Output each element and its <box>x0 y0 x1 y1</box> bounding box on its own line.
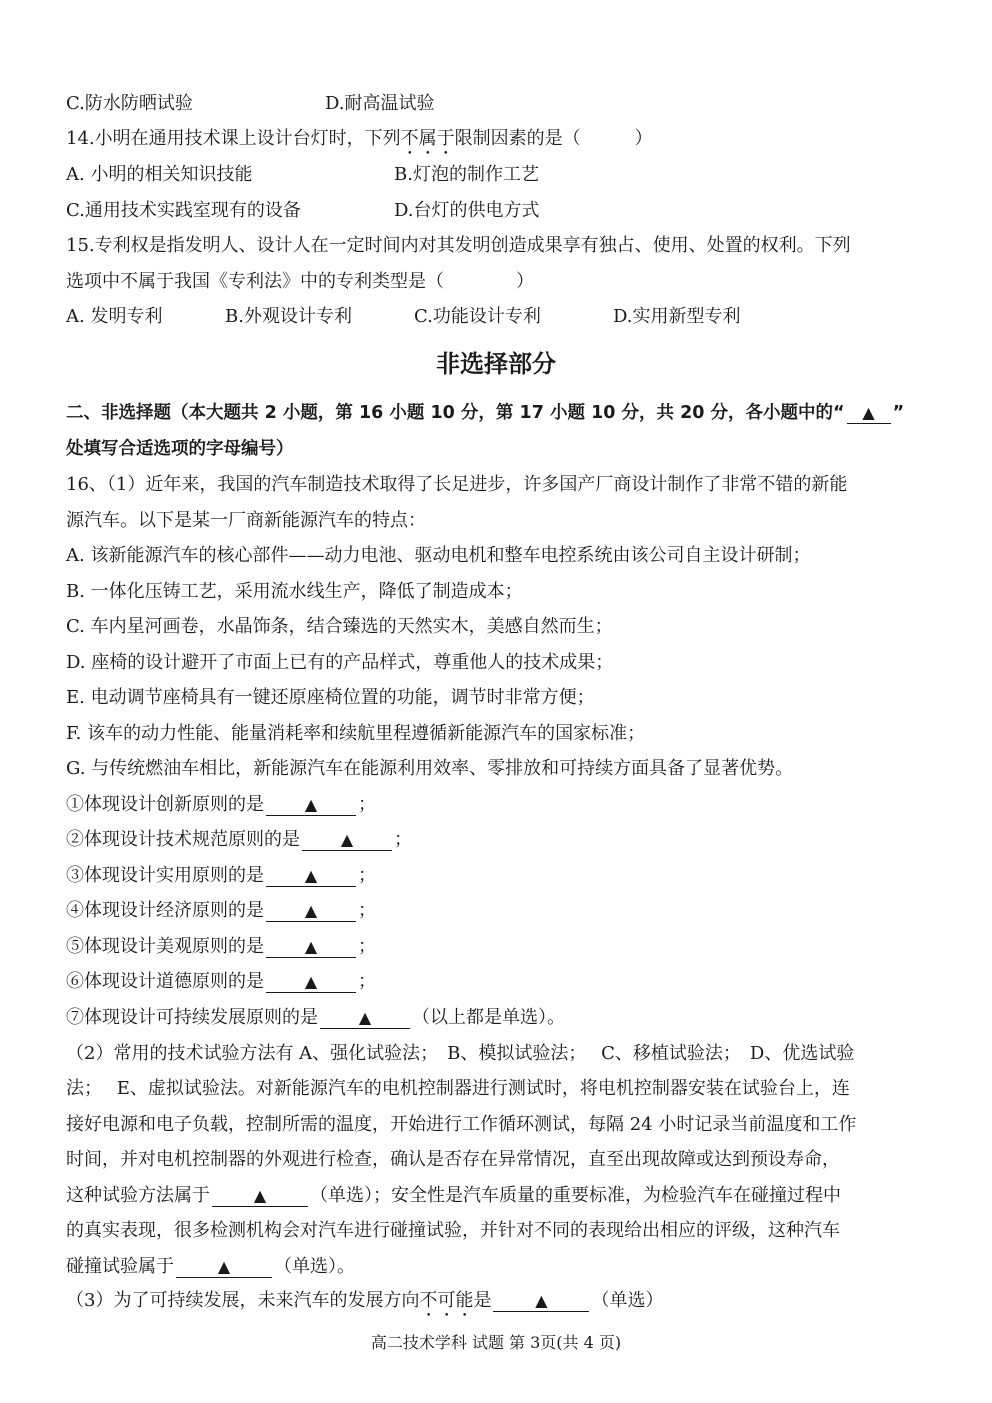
q15-stem-line1: 15.专利权是指发明人、设计人在一定时间内对其发明创造成果享有独占、使用、处置的权利。下列 <box>66 235 851 256</box>
answer-blank[interactable] <box>176 1257 272 1278</box>
blank-marker-icon: ▲ <box>304 795 318 814</box>
q14-option-d: D.台灯的供电方式 <box>394 200 540 221</box>
q16-part2-line1: （2）常用的技术试验方法有 A、强化试验法； B、模拟试验法； C、移植试验法； D、优选试验 <box>66 1043 855 1064</box>
part3-pre: （3）为了可持续发展，未来汽车的发展方向 <box>66 1290 420 1311</box>
part2-heading-text: 二、非选择题（本大题共 2 小题，第 16 小题 10 分，第 17 小题 10 分，共 20 分，各小题中的“ <box>66 403 845 423</box>
q16-feature-g: G. 与传统燃油车相比，新能源汽车在能源利用效率、零排放和可持续方面具备了显著优势。 <box>66 758 794 779</box>
q16-part2-line7 <box>66 1252 355 1278</box>
principle-end: ； <box>394 829 412 850</box>
answer-blank[interactable] <box>266 866 356 887</box>
section-title: 非选择部分 <box>436 350 556 378</box>
part2-heading-line2: 处填写合适选项的字母编号） <box>66 439 294 459</box>
answer-blank[interactable] <box>266 901 356 922</box>
blank-marker-icon: ▲ <box>253 1186 267 1205</box>
part2-line5-post: （单选）；安全性是汽车质量的重要标准，为检验汽车在碰撞过程中 <box>310 1185 841 1206</box>
q14-option-b: B.灯泡的制作工艺 <box>394 164 539 185</box>
q16-feature-a: A. 该新能源汽车的核心部件——动力电池、驱动电机和整车电控系统由该公司自主设计研制； <box>66 545 811 566</box>
answer-blank[interactable] <box>302 830 392 851</box>
principle-end: ； <box>358 900 376 921</box>
q14-stem <box>66 124 653 159</box>
blank-marker-icon: ▲ <box>304 866 318 885</box>
part2-line7-pre: 碰撞试验属于 <box>66 1256 174 1277</box>
q16-part2-line5 <box>66 1181 841 1207</box>
q15-option-a: A. 发明专利 <box>66 306 163 327</box>
q16-principle-3 <box>66 861 376 887</box>
blank-marker-icon: ▲ <box>340 830 354 849</box>
part3-post: （单选） <box>591 1290 664 1311</box>
blank-marker-icon: ▲ <box>304 937 318 956</box>
principle-label: ⑤体现设计美观原则的是 <box>66 936 264 957</box>
page-footer: 高二技术学科 试题 第 3页(共 4 页) <box>370 1333 622 1352</box>
answer-blank[interactable] <box>266 972 356 993</box>
q16-principle-2 <box>66 825 412 851</box>
principle-label: ⑦体现设计可持续发展原则的是 <box>66 1007 318 1028</box>
principle-end: （以上都是单选）。 <box>412 1007 565 1028</box>
q14-option-c: C.通用技术实践室现有的设备 <box>66 200 301 221</box>
q14-stem-post: 限制因素的是（ ） <box>454 128 653 149</box>
q16-intro-line1: 16、（1）近年来，我国的汽车制造技术取得了长足进步，许多国产厂商设计制作了非常不错的新能 <box>66 474 848 495</box>
principle-end: ； <box>358 936 376 957</box>
q13-option-c: C.防水防晒试验 <box>66 93 193 114</box>
blank-marker-icon: ▲ <box>304 901 318 920</box>
principle-end: ； <box>358 971 376 992</box>
q16-feature-c: C. 车内星河画卷，水晶饰条，结合臻选的天然实木，美感自然而生； <box>66 616 613 637</box>
q16-principle-1 <box>66 790 376 816</box>
q16-part2-line4: 时间，并对电机控制器的外观进行检查，确认是否存在异常情况，直至出现故障或达到预设寿命， <box>66 1149 840 1170</box>
q15-option-c: C.功能设计专利 <box>414 306 541 327</box>
q16-feature-e: E. 电动调节座椅具有一键还原座椅位置的功能，调节时非常方便； <box>66 687 595 708</box>
part2-heading-quote-end: ” <box>892 403 905 423</box>
q15-stem-line2: 选项中不属于我国《专利法》中的专利类型是（ ） <box>66 271 534 292</box>
principle-end: ； <box>358 865 376 886</box>
q16-part2-line2: 法； E、虚拟试验法。对新能源汽车的电机控制器进行测试时，将电机控制器安装在试验台上，连 <box>66 1078 850 1099</box>
blank-marker-icon: ▲ <box>217 1257 231 1276</box>
heading-blank <box>847 403 891 424</box>
answer-blank[interactable] <box>266 937 356 958</box>
principle-end: ； <box>358 794 376 815</box>
q14-stem-emphasis: 不属于 <box>400 128 455 149</box>
q14-stem-pre: 14.小明在通用技术课上设计台灯时，下列 <box>66 128 401 149</box>
part2-line5-pre: 这种试验方法属于 <box>66 1185 210 1206</box>
q16-feature-f: F. 该车的动力性能、能量消耗率和续航里程遵循新能源汽车的国家标准； <box>66 723 646 744</box>
part3-mid: 是 <box>473 1290 492 1311</box>
part2-line7-post: （单选）。 <box>274 1256 355 1277</box>
principle-label: ④体现设计经济原则的是 <box>66 900 264 921</box>
principle-label: ③体现设计实用原则的是 <box>66 865 264 886</box>
q16-principle-6 <box>66 967 376 993</box>
blank-marker-icon: ▲ <box>304 972 318 991</box>
principle-label: ②体现设计技术规范原则的是 <box>66 829 300 850</box>
q16-part2-line3: 接好电源和电子负载，控制所需的温度，开始进行工作循环测试，每隔 24 小时记录当前温度和工作 <box>66 1114 857 1135</box>
blank-marker-icon: ▲ <box>862 403 875 422</box>
q16-principle-5 <box>66 932 376 958</box>
principle-label: ①体现设计创新原则的是 <box>66 794 264 815</box>
answer-blank[interactable] <box>266 795 356 816</box>
answer-blank[interactable] <box>320 1008 410 1029</box>
q15-option-b: B.外观设计专利 <box>225 306 352 327</box>
answer-blank[interactable] <box>493 1291 589 1312</box>
part2-heading-line1 <box>66 399 904 424</box>
part3-emphasis: 不可能 <box>419 1290 474 1311</box>
q16-principle-4 <box>66 896 376 922</box>
q14-option-a: A. 小明的相关知识技能 <box>66 164 253 185</box>
q16-feature-d: D. 座椅的设计避开了市面上已有的产品样式，尊重他人的技术成果； <box>66 652 614 673</box>
blank-marker-icon: ▲ <box>358 1008 372 1027</box>
q16-part2-line6: 的真实表现，很多检测机构会对汽车进行碰撞试验，并针对不同的表现给出相应的评级，这种汽车 <box>66 1220 840 1241</box>
answer-blank[interactable] <box>212 1186 308 1207</box>
q16-feature-b: B. 一体化压铸工艺，采用流水线生产，降低了制造成本； <box>66 581 523 602</box>
q16-intro-line2: 源汽车。以下是某一厂商新能源汽车的特点： <box>66 510 426 531</box>
q16-principle-7 <box>66 1003 565 1029</box>
blank-marker-icon: ▲ <box>535 1291 548 1310</box>
principle-label: ⑥体现设计道德原则的是 <box>66 971 264 992</box>
q16-part3 <box>66 1286 663 1321</box>
q15-option-d: D.实用新型专利 <box>613 306 741 327</box>
q13-option-d: D.耐高温试验 <box>325 93 435 114</box>
